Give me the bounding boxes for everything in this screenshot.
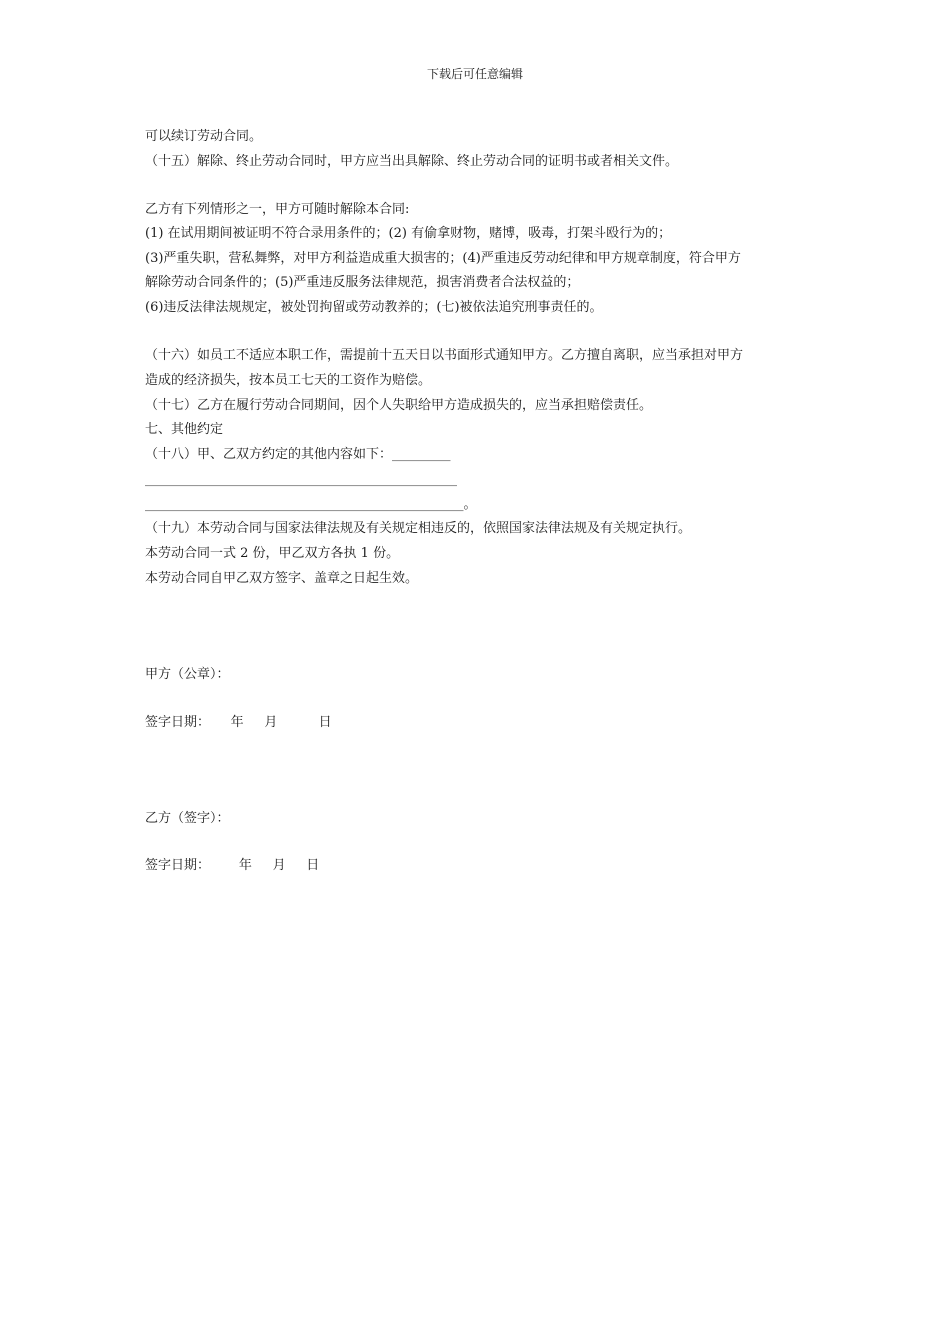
text-line: 本劳动合同一式 2 份，甲乙双方各执 1 份。	[145, 546, 400, 561]
text-line: （十八）甲、乙双方约定的其他内容如下：_________	[145, 447, 451, 462]
text-line: (1) 在试用期间被证明不符合录用条件的；(2) 有偷拿财物，赌博，吸毒，打架斗殴行为的；	[145, 226, 672, 241]
text-line: （十六）如员工不适应本职工作，需提前十五天日以书面形式通知甲方。乙方擅自离职，应当承担对甲方	[145, 348, 744, 363]
text-line: (3)严重失职，营私舞弊，对甲方利益造成重大损害的；(4)严重违反劳动纪律和甲方规章制度，符合甲方	[145, 251, 741, 266]
text-line: （十五）解除、终止劳动合同时，甲方应当出具解除、终止劳动合同的证明书或者相关文件。	[145, 154, 679, 169]
text-line: （十七）乙方在履行劳动合同期间，因个人失职给甲方造成损失的，应当承担赔偿责任。	[145, 398, 653, 413]
page-header: 下载后可任意编辑	[426, 67, 523, 81]
text-line: 乙方有下列情形之一，甲方可随时解除本合同:	[145, 202, 410, 217]
party-a-label: 甲方（公章）：	[145, 667, 230, 682]
party-b-label: 乙方（签字）：	[145, 811, 230, 826]
text-line: 解除劳动合同条件的；(5)严重违反服务法律规范，损害消费者合法权益的；	[145, 275, 580, 290]
text-line: 本劳动合同自甲乙双方签字、盖章之日起生效。	[145, 571, 419, 586]
text-line: (6)违反法律法规规定，被处罚拘留或劳动教养的；(七)被依法追究刑事责任的。	[145, 300, 603, 315]
section-heading: 七、其他约定	[145, 422, 224, 437]
text-line: 可以续订劳动合同。	[145, 129, 263, 144]
party-a-sign-date: 签字日期： 年 月 日	[145, 715, 332, 730]
party-b-sign-date: 签字日期： 年 月 日	[145, 858, 320, 873]
text-line: 造成的经济损失，按本员工七天的工资作为赔偿。	[145, 373, 432, 388]
blank-fill-line: ________________________________________________	[145, 472, 457, 487]
blank-fill-line: _________________________________________________。	[145, 497, 477, 512]
text-line: （十九）本劳动合同与国家法律法规及有关规定相违反的，依照国家法律法规及有关规定执行。	[145, 521, 692, 536]
